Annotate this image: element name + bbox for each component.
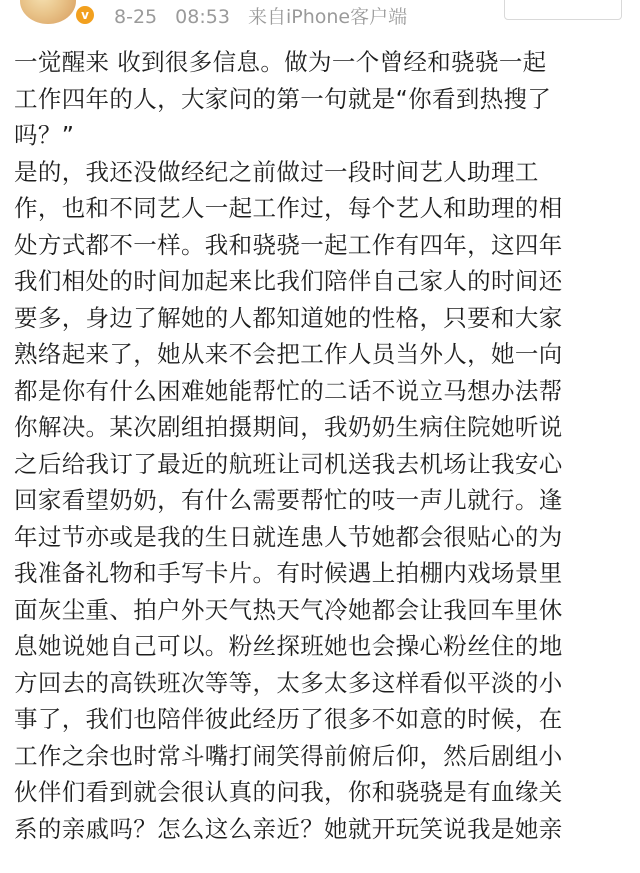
- post-text-line: 工作四年的人，大家问的第一句就是“你看到热搜了: [14, 84, 552, 113]
- post-text-line: 作，也和不同艺人一起工作过，每个艺人和助理的相: [14, 194, 563, 222]
- post-text-line: 一觉醒来 收到很多信息。做为一个曾经和骁骁一起: [14, 48, 547, 76]
- post-text-line: 息她说她自己可以。粉丝探班她也会操心粉丝住的地: [14, 632, 563, 660]
- post-text-line: 我准备礼物和手写卡片。有时候遇上拍棚内戏场景里: [14, 559, 563, 587]
- post-text-line: 方回去的高铁班次等等，太多太多这样看似平淡的小: [14, 668, 563, 697]
- avatar[interactable]: [20, 0, 76, 24]
- post-text-line: 之后给我订了最近的航班让司机送我去机场让我安心: [14, 449, 563, 478]
- post-text-line: 我们相处的时间加起来比我们陪伴自己家人的时间还: [14, 267, 563, 295]
- post-source: 来自iPhone客户端: [247, 6, 408, 28]
- post-time: 08:53: [175, 6, 230, 28]
- verified-badge-icon: v: [74, 4, 96, 26]
- post-text-line: 事了，我们也陪伴彼此经历了很多不如意的时候，在: [14, 705, 563, 733]
- post-text-line: 系的亲戚吗？怎么这么亲近？她就开玩笑说我是她亲: [14, 814, 563, 843]
- post-text-line: 要多，身边了解她的人都知道她的性格，只要和大家: [14, 303, 563, 332]
- follow-button[interactable]: [504, 0, 622, 20]
- post-meta: [114, 2, 419, 29]
- post-text-line: 你解决。某次剧组拍摄期间，我奶奶生病住院她听说: [14, 413, 563, 441]
- post-text-line: 工作之余也时常斗嘴打闹笑得前俯后仰，然后剧组小: [14, 741, 563, 770]
- post-body: [14, 44, 624, 847]
- post-text-line: 吗？”: [14, 121, 75, 149]
- post-text-line: 回家看望奶奶，有什么需要帮忙的吱一声儿就行。逢: [14, 486, 563, 514]
- post-text-line: 伙伴们看到就会很认真的问我，你和骁骁是有血缘关: [14, 778, 563, 806]
- post-text-line: 面灰尘重、拍户外天气热天气冷她都会让我回车里休: [14, 595, 563, 624]
- post-text-line: 熟络起来了，她从来不会把工作人员当外人，她一向: [14, 340, 563, 368]
- post-text-line: 是的，我还没做经纪之前做过一段时间艺人助理工: [14, 157, 539, 186]
- post-date: 8-25: [114, 6, 158, 28]
- post-header: [0, 0, 640, 34]
- post-text-line: 年过节亦或是我的生日就连患人节她都会很贴心的为: [14, 522, 563, 551]
- post-text-line: 都是你有什么困难她能帮忙的二话不说立马想办法帮: [14, 376, 563, 405]
- post-text-line: 处方式都不一样。我和骁骁一起工作有四年，这四年: [14, 230, 563, 259]
